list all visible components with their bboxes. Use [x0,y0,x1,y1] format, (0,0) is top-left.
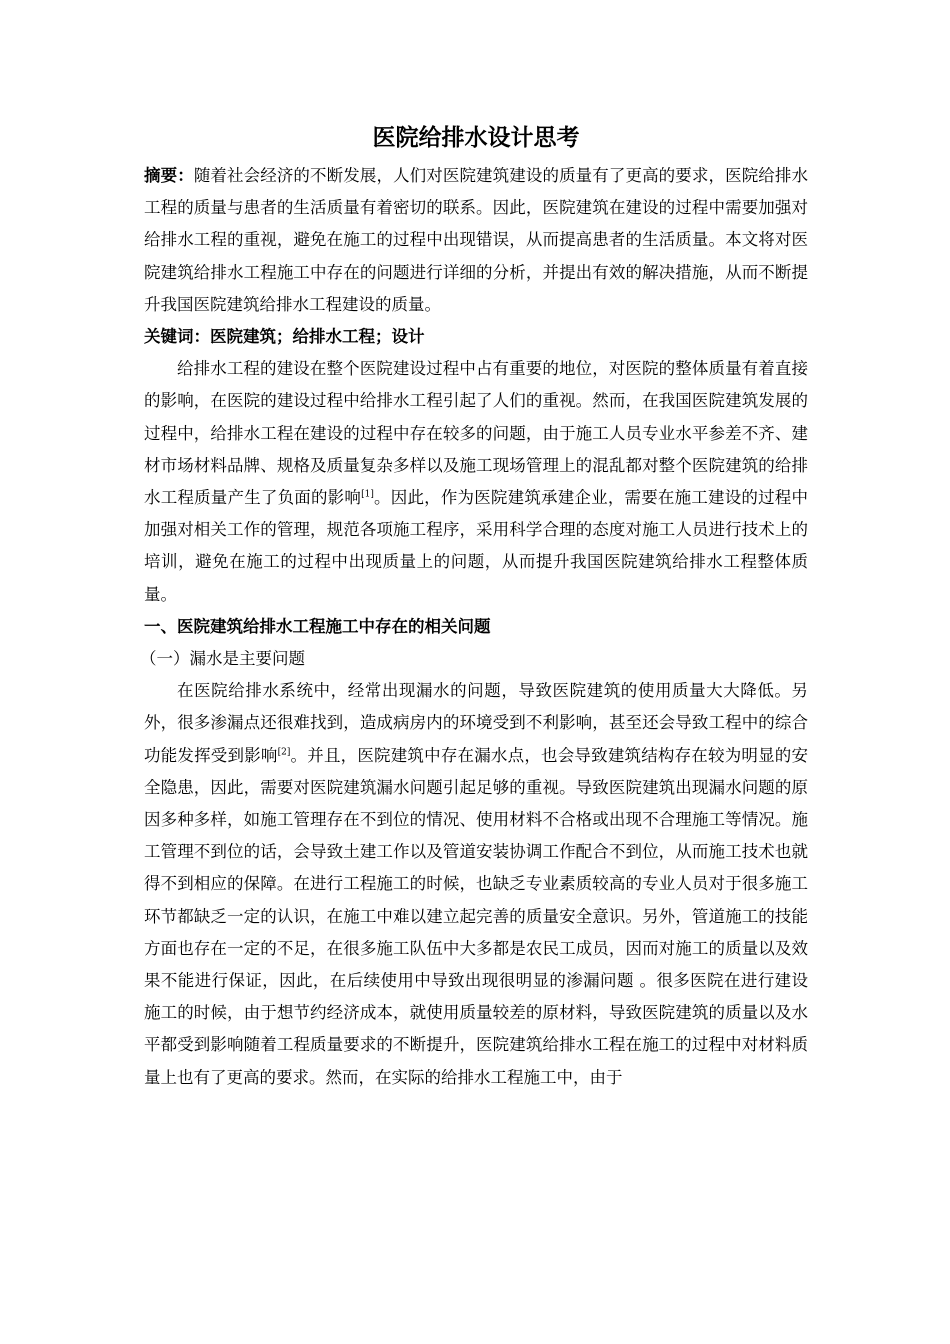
subsection-1-text-a: 在医院给排水系统中，经常出现漏水的问题，导致医院建筑的使用质量大大降低。另外，很多渗漏点还很难找到，造成病房内的环境受到不利影响，甚至还会导致工程中的综合功能发挥受到影响 [144,681,808,765]
abstract-text: 随着社会经济的不断发展，人们对医院建筑建设的质量有了更高的要求，医院给排水工程的质量与患者的生活质量有着密切的联系。因此，医院建筑在建设的过程中需要加强对给排水工程的重视，避免在施工的过程中出现错误，从而提高患者的生活质量。本文将对医院建筑给排水工程施工中存在的问题进行详细的分析，并提出有效的解决措施，从而不断提升我国医院建筑给排水工程建设的质量。 [144,166,809,314]
section-1-heading: 一、医院建筑给排水工程施工中存在的相关问题 [144,616,491,636]
citation-ref-2: [2] [277,747,291,758]
subsection-1-heading: （一）漏水是主要问题 [140,649,305,669]
intro-text-b: 。因此，作为医院建筑承建企业，需要在施工建设的过程中加强对相关工作的管理，规范各项施工程序，采用科学合理的态度对施工人员进行技术上的培训，避免在施工的过程中出现质量上的问题，从而提升我国医院建筑给排水工程整体质量。 [144,488,809,604]
citation-ref-1: [1] [361,489,374,500]
subsection-1-paragraph [144,675,808,1094]
abstract-label: 摘要： [144,166,194,185]
keywords-line: 关键词：医院建筑；给排水工程；设计 [144,327,425,347]
page-title: 医院给排水设计思考 [372,124,580,151]
intro-text-a: 给排水工程的建设在整个医院建设过程中占有重要的地位，对医院的整体质量有着直接的影响，在医院的建设过程中给排水工程引起了人们的重视。然而，在我国医院建筑发展的过程中，给排水工程在建设的过程中存在较多的问题，由于施工人员专业水平参差不齐、建材市场材料品牌、规格及质量复杂多样以及施工现场管理上的混乱都对整个医院建筑的给排水工程质量产生了负面的影响 [144,359,808,508]
abstract-paragraph [144,160,808,321]
intro-paragraph [144,353,808,611]
subsection-1-text-b: 。并且，医院建筑中存在漏水点，也会导致建筑结构存在较为明显的安全隐患，因此，需要对医院建筑漏水问题引起足够的重视。导致医院建筑出现漏水问题的原因多种多样，如施工管理存在不到位的情况、使用材料不合格或出现不合理施工等情况。施工管理不到位的话，会导致土建工作以及管道安装协调工作配合不到位，从而施工技术也就得不到相应的保障。在进行工程施工的时候，也缺乏专业素质较高的专业人员对于很多施工环节都缺乏一定的认识，在施工中难以建立起完善的质量安全意识。另外，管道施工的技能方面也存在一定的不足，在很多施工队伍中大多都是农民工成员，因而对施工的质量以及效果不能进行保证，因此，在后续使用中导致出现很明显的渗漏问题 。很多医院在进行建设施工的时候，由于想节约经济成本，就使用质量较差的原材料，导致医院建筑的质量以及水平都受到影响随着工程质量要求的不断提升，医院建筑给排水工程在施工的过程中对材料质量上也有了更高的要求。然而，在实际的给排水工程施工中，由于 [144,745,809,1087]
document-page [140,118,809,1094]
